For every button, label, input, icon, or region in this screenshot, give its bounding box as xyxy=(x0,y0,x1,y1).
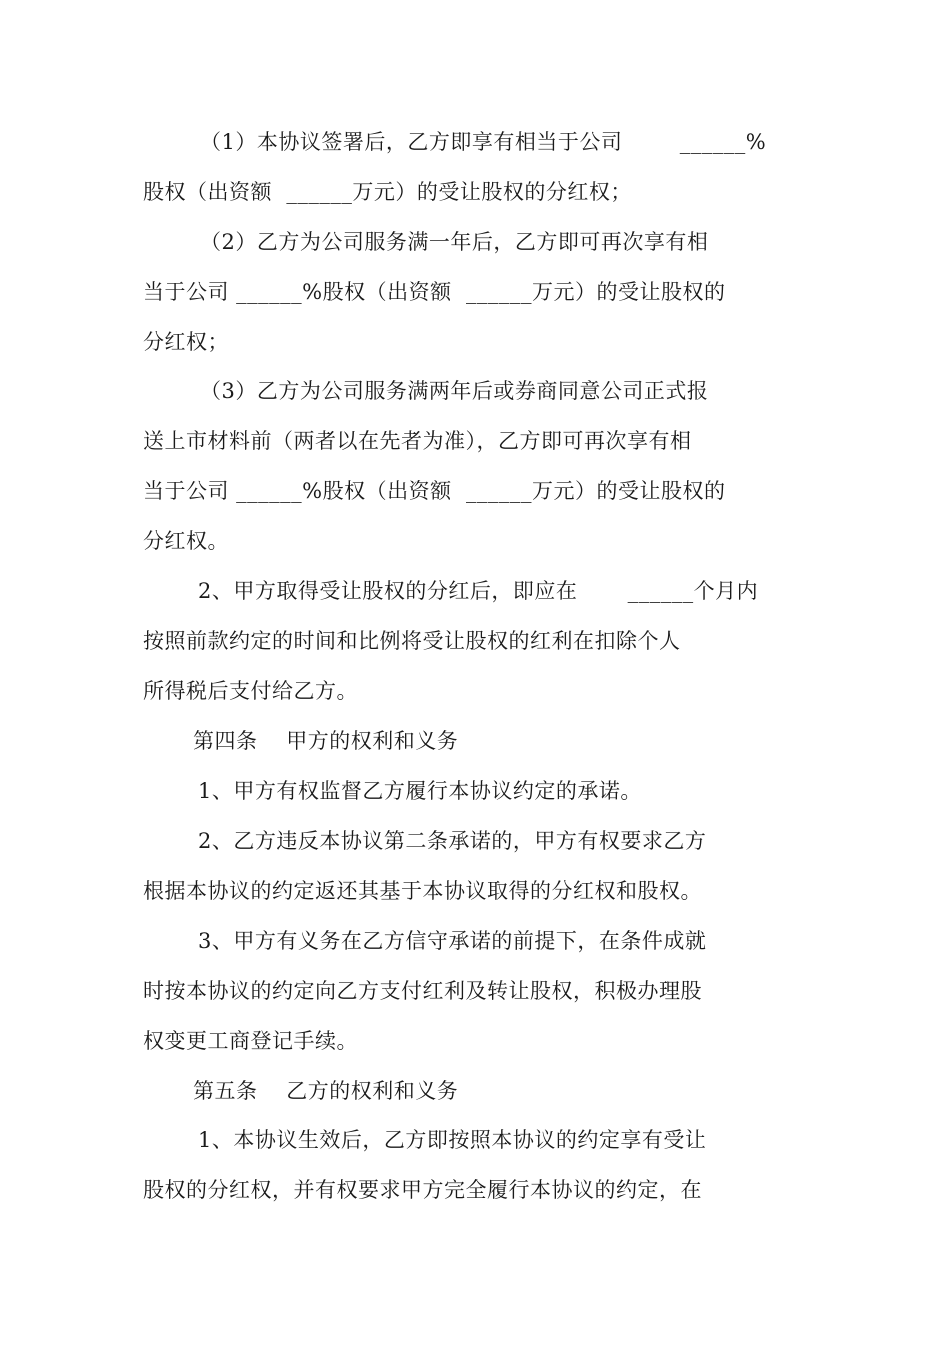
paragraph-line: 分红权； xyxy=(143,330,229,354)
paragraph-line: 股权（出资额 ______万元）的受让股权的分红权； xyxy=(143,180,632,204)
paragraph-line: （3）乙方为公司服务满两年后或券商同意公司正式报 xyxy=(200,379,709,403)
paragraph-line: 当于公司 ______%股权（出资额 ______万元）的受让股权的 xyxy=(143,280,726,304)
paragraph-line: 股权的分红权，并有权要求甲方完全履行本协议的约定，在 xyxy=(143,1178,702,1202)
paragraph-line: 按照前款约定的时间和比例将受让股权的红利在扣除个人 xyxy=(143,629,681,653)
paragraph-line: 所得税后支付给乙方。 xyxy=(143,679,358,703)
paragraph-line: 当于公司 ______%股权（出资额 ______万元）的受让股权的 xyxy=(143,479,726,503)
paragraph-line: 2、乙方违反本协议第二条承诺的，甲方有权要求乙方 xyxy=(198,829,707,853)
paragraph-line: （1）本协议签署后，乙方即享有相当于公司 ______% xyxy=(200,130,767,154)
section-heading: 第五条 乙方的权利和义务 xyxy=(193,1079,459,1103)
paragraph-line: 3、甲方有义务在乙方信守承诺的前提下，在条件成就 xyxy=(198,929,707,953)
section-heading: 第四条 甲方的权利和义务 xyxy=(193,729,459,753)
paragraph-line: 2、甲方取得受让股权的分红后，即应在 ______个月内 xyxy=(198,579,759,603)
paragraph-line: 权变更工商登记手续。 xyxy=(143,1029,358,1053)
paragraph-line: 1、本协议生效后，乙方即按照本协议的约定享有受让 xyxy=(198,1128,707,1152)
paragraph-line: 分红权。 xyxy=(143,529,229,553)
paragraph-line: 根据本协议的约定返还其基于本协议取得的分红权和股权。 xyxy=(143,879,702,903)
paragraph-line: 1、甲方有权监督乙方履行本协议约定的承诺。 xyxy=(198,779,642,803)
paragraph-line: 送上市材料前（两者以在先者为准），乙方即可再次享有相 xyxy=(143,429,692,453)
paragraph-line: 时按本协议的约定向乙方支付红利及转让股权，积极办理股 xyxy=(143,979,702,1003)
paragraph-line: （2）乙方为公司服务满一年后，乙方即可再次享有相 xyxy=(200,230,709,254)
